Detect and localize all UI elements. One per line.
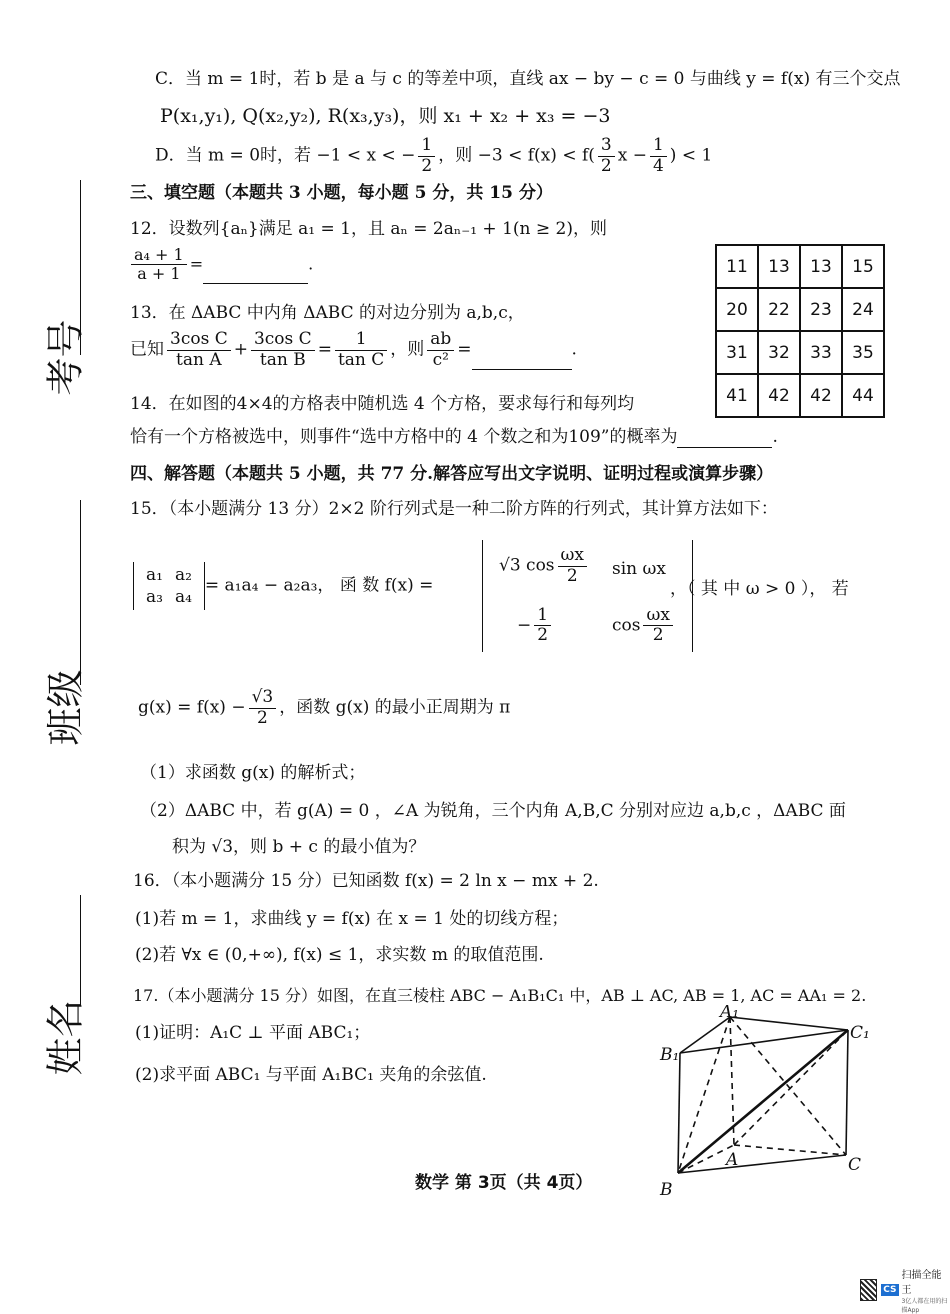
det-example: a₁ a₃ a₂ a₄ <box>133 562 205 610</box>
scanner-sub: 3亿人都在用的扫描App <box>901 1298 948 1314</box>
section3-title: 三、填空题（本题共 3 小题，每小题 5 分，共 15 分） <box>130 183 553 203</box>
grid-cell: 33 <box>800 331 842 374</box>
q12-text: 12．设数列{aₙ}满足 a₁ = 1，且 aₙ = 2aₙ₋₁ + 1(n ≥ 2)，则 <box>130 219 607 239</box>
scanner-badge: CS <box>883 1285 897 1295</box>
grid-cell: 32 <box>758 331 800 374</box>
label-c: C <box>848 1155 862 1175</box>
scanner-watermark <box>860 1266 950 1314</box>
grid-row <box>716 374 884 417</box>
label-a1: A₁ <box>720 1005 740 1022</box>
q15-g-def: g(x) = f(x) − $\frac{√3}{2}$ ，函数 g(x) 的最小正周期为 π <box>138 687 511 728</box>
edge-a1-c1 <box>730 1017 848 1030</box>
q14-answer-blank[interactable] <box>677 446 772 448</box>
grid-cell: 42 <box>758 374 800 417</box>
grid-cell: 41 <box>716 374 758 417</box>
q17-line1: 17.（本小题满分 15 分）如图，在直三棱柱 ABC − A₁B₁C₁ 中，AB ⊥ AC, AB = 1, AC = AA₁ = 2. <box>133 986 867 1005</box>
q17-part2: (2)求平面 ABC₁ 与平面 A₁BC₁ 夹角的余弦值. <box>135 1065 487 1085</box>
number-grid <box>715 244 885 418</box>
option-d: D．当 m = 0时，若 −1 < x < − $\frac{1}{2}$ ，则 −3 < f(x) < f( $\frac{3}{2}$ x − $\frac{1}{4}$ ) < 1 <box>155 135 713 176</box>
q12-expr: $\frac{\text{a₄ + 1}}{a + 1}$ = . <box>128 246 313 284</box>
binding-line-name <box>80 895 81 1005</box>
q13-line1: 13．在 ΔABC 中内角 ΔABC 的对边分别为 a,b,c， <box>130 303 525 323</box>
q15-condition: ，（ 其 中 ω > 0 ）， 若 <box>670 579 849 599</box>
q16-part2: (2)若 ∀x ∈ (0,+∞), f(x) ≤ 1，求实数 m 的取值范围. <box>135 945 544 965</box>
q13-answer-blank[interactable] <box>472 368 572 370</box>
grid-cell: 11 <box>716 245 758 288</box>
grid-cell: 31 <box>716 331 758 374</box>
option-c-line1: C．当 m = 1时，若 b 是 a 与 c 的等差中项，直线 ax − by − c = 0 与曲线 y = f(x) 有三个交点 <box>155 69 901 89</box>
q12-answer-blank[interactable] <box>203 282 308 284</box>
prism-figure <box>650 1005 880 1200</box>
q15-part1: （1）求函数 g(x) 的解析式； <box>140 763 366 783</box>
grid-cell: 13 <box>758 245 800 288</box>
diag-a-c1 <box>734 1030 848 1145</box>
grid-row <box>716 331 884 374</box>
grid-cell: 22 <box>758 288 800 331</box>
option-d-frac: $\frac{1}{2}$ <box>418 136 435 176</box>
grid-cell: 24 <box>842 288 884 331</box>
q15-determinant: a₁ a₃ a₂ a₄ = a₁a₄ − a₂a₃， 函 数 f(x) = <box>133 562 433 610</box>
grid-cell: 20 <box>716 288 758 331</box>
option-c-line2: P(x₁,y₁), Q(x₂,y₂), R(x₃,y₃)，则 x₁ + x₂ + x₃ = −3 <box>160 105 611 127</box>
binding-line-class <box>80 500 81 685</box>
grid-cell: 23 <box>800 288 842 331</box>
edge-b-c <box>678 1155 846 1173</box>
grid-cell: 15 <box>842 245 884 288</box>
side-label-class: 班级 <box>43 669 88 746</box>
edge-a-c <box>734 1145 846 1155</box>
grid-cell: 13 <box>800 245 842 288</box>
q17-part1: (1)证明：A₁C ⊥ 平面 ABC₁； <box>135 1023 371 1043</box>
side-label-exam-no: 考号 <box>43 319 88 396</box>
q15-line1: 15．（本小题满分 13 分）2×2 阶行列式是一种二阶方阵的行列式，其计算方法如下： <box>130 499 778 519</box>
q14-line2: 恰有一个方格被选中，则事件“选中方格中的 4 个数之和为109”的概率为 . <box>130 427 778 447</box>
option-d-mid: ，则 −3 < f(x) < f( <box>438 145 595 166</box>
q15-part2b: 积为 √3，则 b + c 的最小值为？ <box>172 837 426 857</box>
scanner-name: 扫描全能王 <box>901 1270 942 1296</box>
grid-row <box>716 288 884 331</box>
q14-line1: 14．在如图的4×4的方格表中随机选 4 个方格，要求每行和每列均 <box>130 394 635 414</box>
option-d-prefix: D．当 m = 0时，若 −1 < x < − <box>155 145 416 166</box>
grid-cell: 42 <box>800 374 842 417</box>
label-a: A <box>726 1150 739 1170</box>
q15-matrix <box>482 540 693 652</box>
label-b1: B₁ <box>660 1045 680 1065</box>
det-function: √3 cos $\frac{\omega x}{2}$ − $\frac{1}{2}$ sin ωx cos $\frac{\omega x}{2}$ <box>482 540 693 652</box>
diag-b-c1 <box>678 1030 848 1173</box>
edge-b1-b <box>678 1053 680 1173</box>
grid-row <box>716 245 884 288</box>
label-b: B <box>660 1180 673 1200</box>
page-footer: 数学 第 3页（共 4页） <box>415 1173 593 1193</box>
q16-part1: (1)若 m = 1，求曲线 y = f(x) 在 x = 1 处的切线方程； <box>135 909 569 929</box>
edge-c1-c <box>846 1030 848 1155</box>
grid-cell: 35 <box>842 331 884 374</box>
side-label-name: 姓名 <box>43 999 88 1076</box>
q13-expr: 已知 $\frac{\text{3cos C}}{\text{tan A}}$ + $\frac{\text{3cos C}}{\text{tan B}}$ = $\frac{1}{\text{tan C}}$ ，则 $\frac{ab}{\text{c²}}$ = . <box>130 329 577 370</box>
q16-line1: 16．（本小题满分 15 分）已知函数 f(x) = 2 ln x − mx + 2. <box>133 871 599 891</box>
q15-part2: （2）ΔABC 中，若 g(A) = 0 ，∠A 为锐角，三个内角 A,B,C 分别对应边 a,b,c ，ΔABC 面 <box>140 801 846 821</box>
section4-title: 四、解答题（本题共 5 小题，共 77 分.解答应写出文字说明、证明过程或演算步骤） <box>130 464 774 484</box>
grid-cell: 44 <box>842 374 884 417</box>
label-c1: C₁ <box>850 1023 870 1043</box>
